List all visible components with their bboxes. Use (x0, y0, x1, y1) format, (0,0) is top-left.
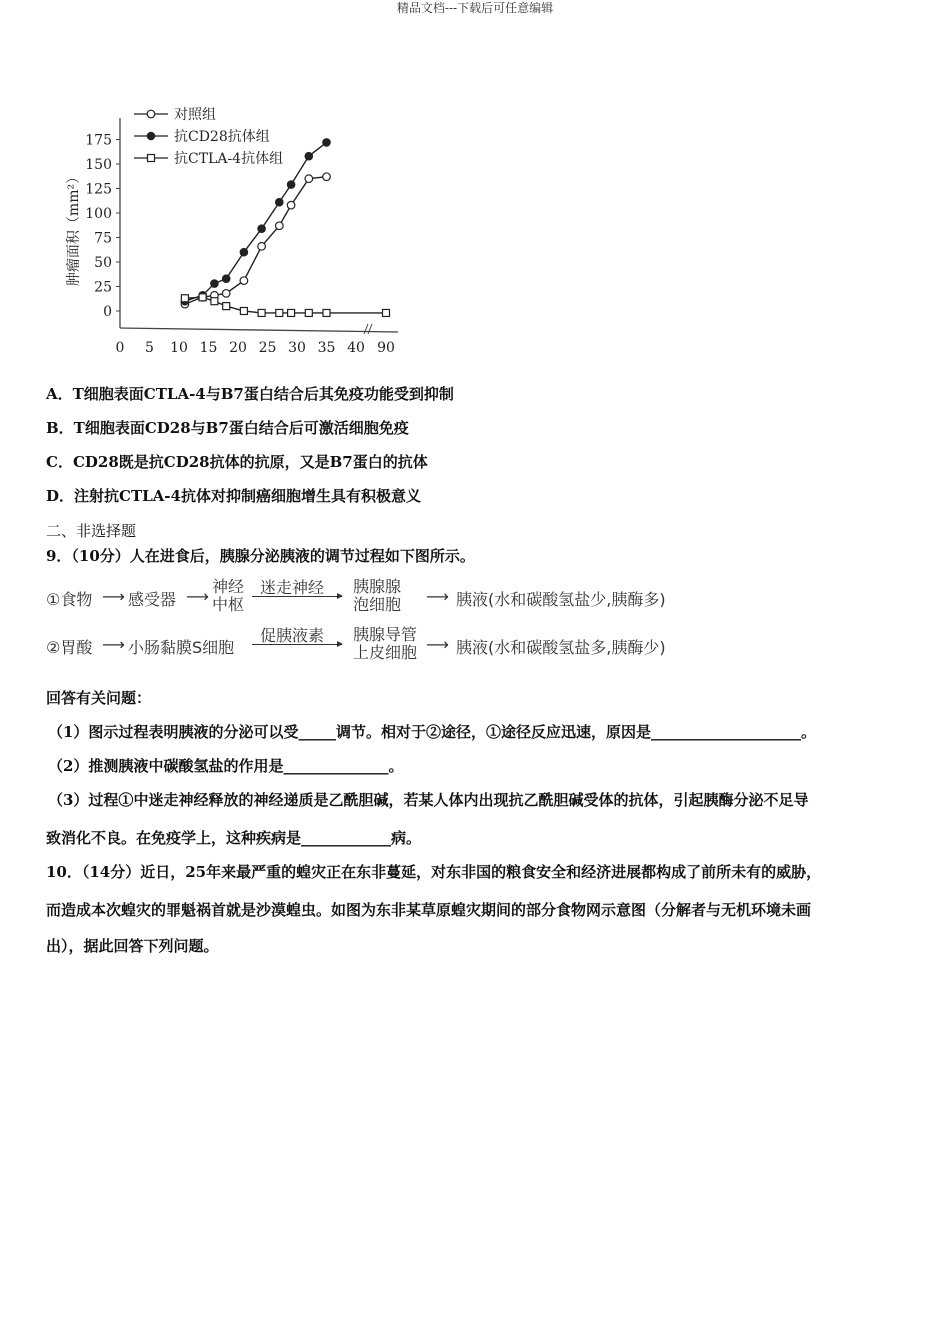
data-point (181, 295, 188, 302)
x-tick-label: 25 (258, 340, 277, 356)
y-tick-label: 100 (85, 206, 112, 222)
y-axis-label (66, 170, 82, 286)
flow1-center-bottom: 中枢 (212, 595, 245, 614)
data-point (211, 280, 219, 288)
x-tick-label: 0 (115, 340, 125, 356)
chart-svg (60, 96, 430, 366)
x-tick-label: 40 (347, 340, 365, 356)
x-tick-label: 15 (199, 340, 218, 356)
data-point (211, 298, 218, 305)
data-point (240, 248, 248, 256)
flow2-target-top: 胰腺导管 (353, 625, 418, 644)
y-tick-label: 75 (94, 230, 112, 247)
flow2-target (353, 626, 417, 662)
data-point (305, 175, 313, 183)
data-point (276, 309, 283, 316)
data-point (305, 309, 312, 316)
flow2-target-bottom: 上皮细胞 (353, 643, 418, 662)
x-axis-line (120, 328, 398, 332)
y-axis-title: 肿瘤面积（mm²） (66, 169, 82, 287)
data-point (258, 243, 266, 251)
q9-sub2: （2）推测胰液中碳酸氢盐的作用是______________。 (48, 757, 404, 775)
option-a: A．T细胞表面CTLA-4与B7蛋白结合后其免疫功能受到抑制 (46, 385, 454, 403)
flow2-long-arrow (252, 644, 342, 645)
data-point (148, 155, 155, 162)
page-header: 精品文档---下载后可任意编辑 (396, 1, 554, 15)
legend-label: 对照组 (174, 107, 216, 123)
option-b: B．T细胞表面CD28与B7蛋白结合后可激活细胞免疫 (46, 419, 409, 437)
data-point (305, 152, 313, 160)
flow2-arrow-3: ⟶ (426, 635, 449, 654)
data-point (323, 139, 331, 147)
series-line (185, 177, 327, 304)
flow1-center-top: 神经 (212, 577, 245, 596)
axis-break-mark (364, 324, 368, 334)
x-tick-label: 5 (145, 340, 154, 356)
data-point (222, 290, 230, 298)
data-point (222, 275, 230, 283)
legend-label: 抗CTLA-4抗体组 (174, 151, 284, 167)
q10-line3: 出），据此回答下列问题。 (46, 937, 219, 955)
option-c: C．CD28既是抗CD28抗体的抗原，又是B7蛋白的抗体 (46, 453, 428, 471)
data-point (147, 110, 155, 118)
y-tick-label: 25 (94, 279, 112, 296)
flow1-arrow-1: ⟶ (102, 587, 125, 606)
data-point (323, 309, 330, 316)
flow1-arrow-2: ⟶ (186, 587, 209, 606)
data-point (287, 201, 295, 209)
x-tick-label: 35 (317, 340, 336, 356)
flow-diagram-1 (46, 578, 766, 614)
flow2-arrow-label: 促胰液素 (260, 626, 325, 645)
flow1-long-arrow (252, 596, 342, 597)
data-point (223, 303, 230, 310)
flow-diagram-2 (46, 626, 766, 662)
q9-sub3-line1: （3）过程①中迷走神经释放的神经递质是乙酰胆碱，若某人体内出现抗乙酰胆碱受体的抗体，引起胰酶分泌不足导 (48, 791, 809, 809)
x-tick-label: 10 (170, 340, 188, 356)
axis-break-mark (368, 324, 372, 334)
flow1-target-top: 胰腺腺 (353, 577, 402, 596)
q9-sub1: （1）图示过程表明胰液的分泌可以受_____调节。相对于②途径，①途径反应迅速，原因是____________________。 (48, 723, 816, 741)
q9-prompt: 回答有关问题： (46, 689, 152, 707)
section-title: 二、非选择题 (46, 522, 137, 540)
data-point (240, 308, 247, 315)
data-point (199, 294, 206, 301)
flow2-step1: 小肠黏膜S细胞 (128, 638, 235, 657)
flow2-result: 胰液(水和碳酸氢盐多,胰酶少) (456, 638, 666, 657)
series-0 (181, 173, 330, 308)
data-point (276, 198, 284, 206)
y-tick-label: 150 (85, 157, 112, 173)
data-point (240, 277, 248, 285)
flow1-arrow-3: ⟶ (426, 587, 449, 606)
y-tick-label: 50 (94, 255, 112, 271)
y-tick-label: 125 (85, 181, 112, 198)
y-tick-label: 0 (103, 304, 112, 320)
y-tick-label: 175 (85, 132, 112, 149)
q9-stem: 9．（10分）人在进食后，胰腺分泌胰液的调节过程如下图所示。 (46, 547, 475, 565)
x-tick-label: 90 (377, 340, 395, 356)
data-point (147, 132, 155, 140)
flow1-start: ①食物 (46, 590, 93, 609)
series-2 (181, 294, 389, 317)
data-point (258, 225, 266, 233)
q10-line2: 而造成本次蝗灾的罪魁祸首就是沙漠蝗虫。如图为东非某草原蝗灾期间的部分食物网示意图（分解者与无机环境未画 (46, 901, 812, 919)
flow1-target (353, 578, 401, 614)
tumor-area-chart (60, 96, 430, 366)
flow1-center (212, 578, 244, 614)
data-point (323, 173, 331, 181)
flow1-arrow-label: 迷走神经 (260, 578, 325, 597)
q10-line1: 10．（14分）近日，25年来最严重的蝗灾正在东非蔓延，对东非国的粮食安全和经济进展都构成了前所未有的威胁， (46, 863, 822, 881)
option-d: D．注射抗CTLA-4抗体对抑制癌细胞增生具有积极意义 (46, 487, 421, 505)
q9-sub3-line2: 致消化不良。在免疫学上，这种疾病是____________病。 (46, 829, 422, 847)
data-point (258, 309, 265, 316)
data-point (288, 309, 295, 316)
flow2-start: ②胃酸 (46, 638, 93, 657)
x-tick-label: 20 (229, 340, 247, 356)
legend-label: 抗CD28抗体组 (174, 129, 270, 145)
x-tick-label: 30 (288, 340, 306, 356)
data-point (383, 309, 390, 316)
flow1-target-bottom: 泡细胞 (353, 595, 402, 614)
flow2-arrow-1: ⟶ (102, 635, 125, 654)
data-point (276, 222, 284, 230)
flow1-step1: 感受器 (128, 590, 177, 609)
chart-legend (134, 107, 283, 167)
data-point (287, 181, 295, 189)
flow1-result: 胰液(水和碳酸氢盐少,胰酶多) (456, 590, 666, 609)
